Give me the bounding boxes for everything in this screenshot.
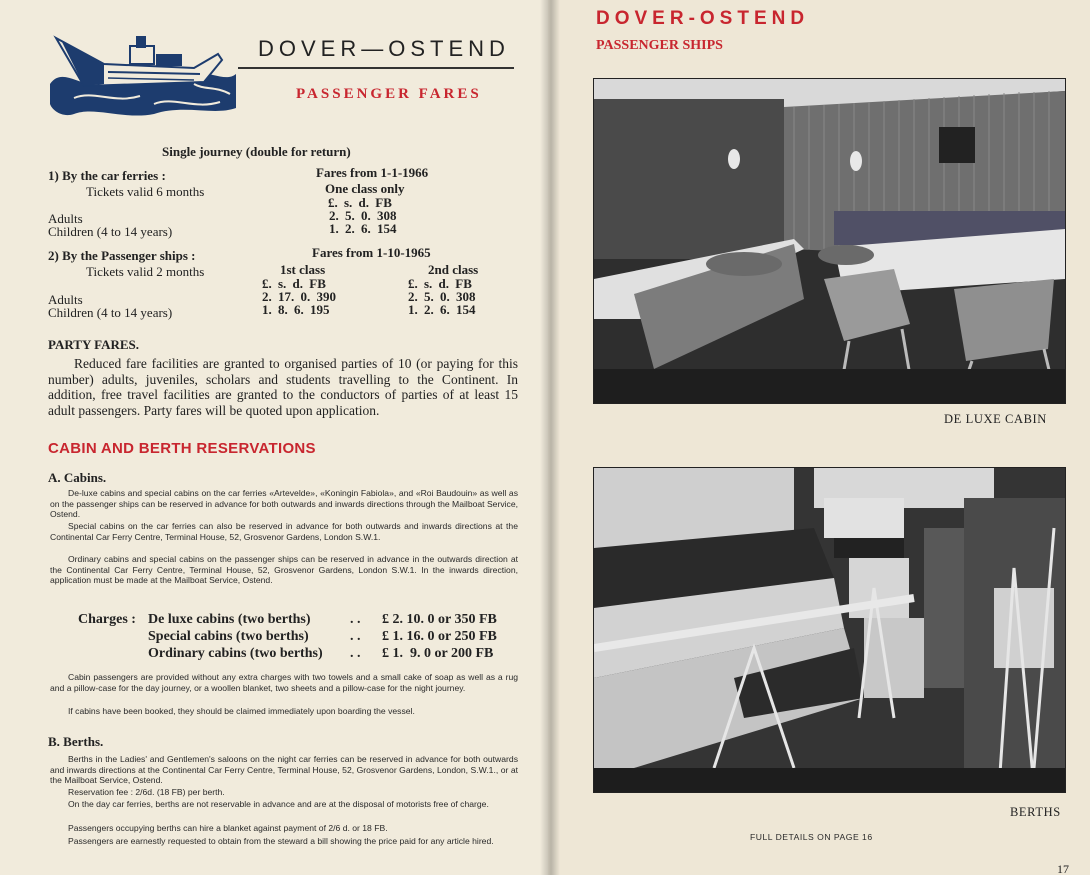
- charge-name: De luxe cabins (two berths): [148, 612, 311, 627]
- cabins-paragraph: De-luxe cabins and special cabins on the car ferries «Artevelde», «Koningin Fabiola», and «Roi Baudouin» as well as on the passenger ships can be reserved in advance for both outwards and inwards directions through the Mailboat Service, Ostend.: [50, 488, 518, 520]
- cabins-heading: A. Cabins.: [48, 470, 107, 485]
- charge-name: Special cabins (two berths): [148, 629, 309, 644]
- first-class-label: 1st class: [280, 262, 326, 277]
- berths-photo-image: [594, 468, 1065, 792]
- berths-photo: [593, 467, 1066, 793]
- berths-paragraph: Berths in the Ladies' and Gentlemen's saloons on the night car ferries can be reserved in advance for both outwards and inwards directions at the Continental Car Ferry Centre, Terminal House, 52, Grosvenor Gardens, London, S.W.1., or at the Mailboat Service, Ostend.: [50, 754, 518, 786]
- passenger-ships-label: 2) By the Passenger ships :: [48, 248, 196, 263]
- passenger-row-second: 1. 2. 6. 154: [408, 302, 476, 317]
- cabins-paragraph: If cabins have been booked, they should be claimed immediately upon boarding the vessel.: [68, 706, 415, 716]
- page-number: 17: [1057, 862, 1069, 875]
- party-fares-text: Reduced fare facilities are granted to organised parties of 10 (or paying for this number) adults, juveniles, scholars and students travelling to the Continent. In addition, free travel facilities are granted to the conductors of parties of at least 15 adult passengers. Party fares will be quoted upon application.: [48, 356, 518, 418]
- car-ferries-validity: Tickets valid 6 months: [86, 184, 205, 199]
- car-ferries-row-value: 2. 5. 0. 308: [329, 208, 397, 223]
- cabin-photo-image: [594, 79, 1065, 403]
- passenger-ships-fares-from: Fares from 1-10-1965: [312, 245, 431, 260]
- car-ferries-class: One class only: [325, 181, 405, 196]
- first-class-units: £. s. d. FB: [262, 276, 326, 291]
- berths-paragraph: Passengers are earnestly requested to obtain from the steward a bill showing the price paid for any article hired.: [68, 836, 494, 846]
- passenger-row-first: 1. 8. 6. 195: [262, 302, 330, 317]
- berths-heading: B. Berths.: [48, 734, 104, 749]
- passenger-row-label: Children (4 to 14 years): [48, 305, 173, 320]
- berths-paragraph: On the day car ferries, berths are not reservable in advance and are at the disposal of motorists free of charge.: [68, 799, 489, 809]
- charge-price: £ 1. 16. 0 or 250 FB: [382, 629, 497, 644]
- ship-logo-icon: [44, 24, 240, 120]
- party-fares-heading: PARTY FARES.: [48, 337, 140, 352]
- car-ferries-units: £. s. d. FB: [328, 195, 392, 210]
- second-class-label: 2nd class: [428, 262, 479, 277]
- fares-heading: Single journey (double for return): [162, 144, 351, 159]
- charge-dots: . .: [350, 646, 361, 661]
- title-rule: [238, 67, 514, 69]
- charge-price: £ 1. 9. 0 or 200 FB: [382, 646, 494, 661]
- cabins-paragraph: Cabin passengers are provided without any extra charges with two towels and a small cake of soap as well as a rug and a pillow-case for the day journey, or a woollen blanket, two sheets and a pillow-case for the night journey.: [50, 672, 518, 693]
- berths-paragraph: Reservation fee : 2/6d. (18 FB) per berth.: [68, 787, 225, 797]
- de-luxe-cabin-photo: [593, 78, 1066, 404]
- car-ferries-row-value: 1. 2. 6. 154: [329, 221, 397, 236]
- second-class-units: £. s. d. FB: [408, 276, 472, 291]
- reservations-heading: CABIN AND BERTH RESERVATIONS: [48, 440, 316, 457]
- right-page-subtitle: PASSENGER SHIPS: [596, 38, 723, 53]
- car-ferries-row-label: Children (4 to 14 years): [48, 224, 173, 239]
- right-page: [548, 0, 1090, 875]
- charge-price: £ 2. 10. 0 or 350 FB: [382, 612, 497, 627]
- passenger-row-label: Adults: [48, 292, 83, 307]
- photo-caption: BERTHS: [1010, 805, 1061, 819]
- page-title: DOVER—OSTEND: [258, 36, 510, 61]
- cabins-paragraph: Ordinary cabins and special cabins on the passenger ships can be reserved in advance in the outwards direction at the Continental Car Ferry Centre, Terminal House, 52, Grosvenor Gardens, London S.W.1. In the inwards direction, application must be made at the Mailboat Service, Ostend.: [50, 554, 518, 586]
- charges-label: Charges :: [78, 612, 136, 627]
- berths-paragraph: Passengers occupying berths can hire a blanket against payment of 2/6 d. or 18 FB.: [68, 823, 388, 833]
- book-gutter: [540, 0, 560, 875]
- charge-dots: . .: [350, 612, 361, 627]
- passenger-row-second: 2. 5. 0. 308: [408, 289, 476, 304]
- passenger-ships-validity: Tickets valid 2 months: [86, 264, 205, 279]
- charge-name: Ordinary cabins (two berths): [148, 646, 323, 661]
- right-page-title: DOVER-OSTEND: [596, 8, 810, 29]
- cabins-paragraph: Special cabins on the car ferries can also be reserved in advance for both outwards and inwards directions at the Continental Car Ferry Centre, Terminal House, 52, Grosvenor Gardens, London S.W.1.: [50, 521, 518, 542]
- passenger-row-first: 2. 17. 0. 390: [262, 289, 336, 304]
- section-subtitle: PASSENGER FARES: [296, 86, 482, 102]
- car-ferries-label: 1) By the car ferries :: [48, 168, 166, 183]
- photo-caption: DE LUXE CABIN: [944, 412, 1047, 426]
- full-details-note: FULL DETAILS ON PAGE 16: [750, 832, 873, 842]
- charge-dots: . .: [350, 629, 361, 644]
- car-ferries-fares-from: Fares from 1-1-1966: [316, 165, 429, 180]
- car-ferries-row-label: Adults: [48, 211, 83, 226]
